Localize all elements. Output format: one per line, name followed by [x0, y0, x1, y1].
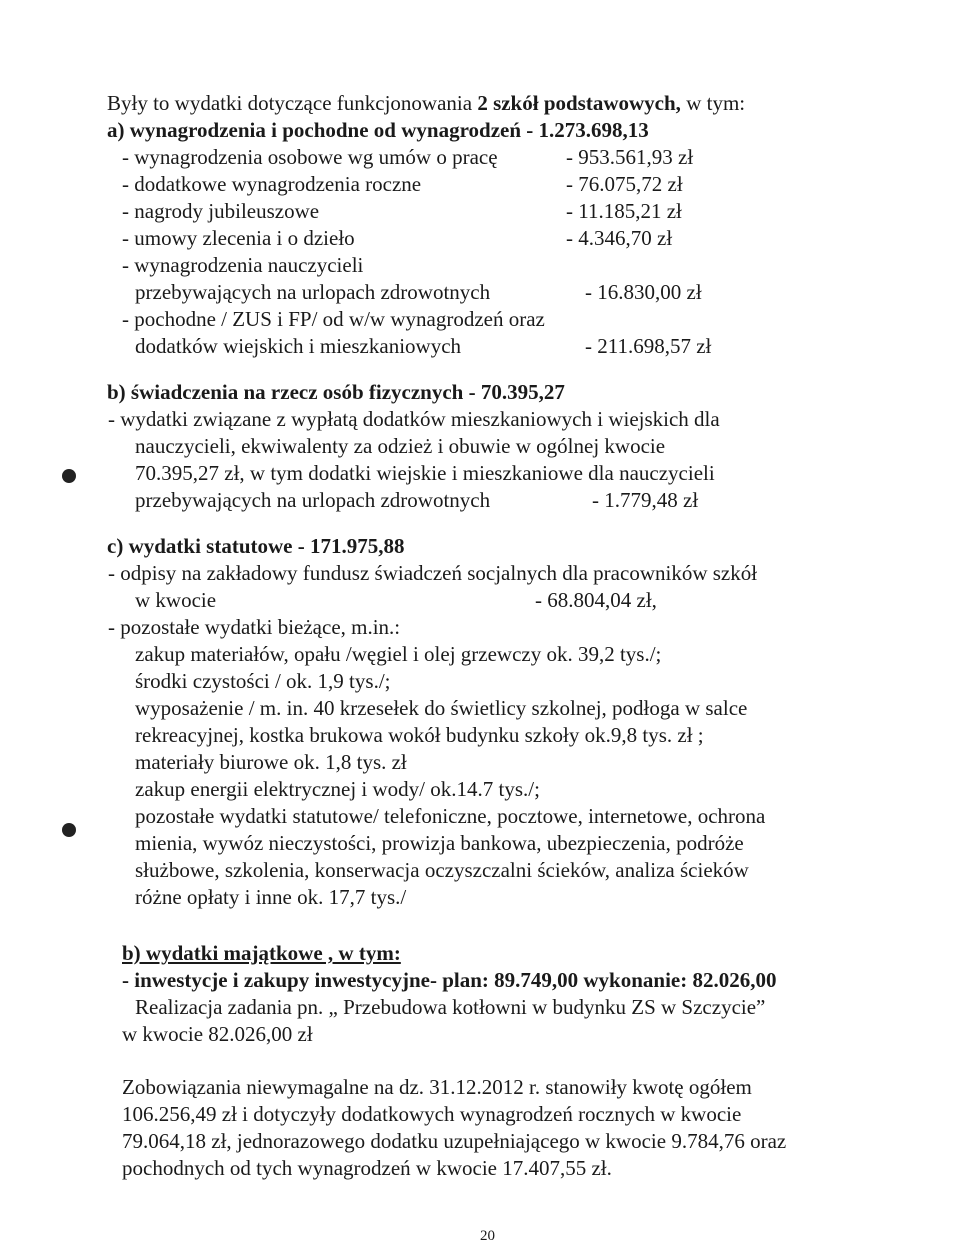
- section-b-last-label: przebywających na urlopach zdrowotnych: [135, 488, 491, 512]
- section-a-item-amount: - 211.698,57 zł: [585, 334, 712, 358]
- section-c-line: środki czystości / ok. 1,9 tys./;: [135, 669, 391, 693]
- section-a-heading-amount: - 1.273.698,13: [526, 118, 649, 142]
- section-a-heading: [107, 118, 649, 142]
- section-a-item-amount: - 953.561,93 zł: [566, 145, 694, 169]
- obligations-line: Zobowiązania niewymagalne na dz. 31.12.2012 r. stanowiły kwotę ogółem: [122, 1075, 752, 1099]
- section-c-item1-line1: - odpisy na zakładowy fundusz świadczeń socjalnych dla pracowników szkół: [108, 561, 758, 585]
- section-c-line: rekreacyjnej, kostka brukowa wokół budynku szkoły ok.9,8 tys. zł ;: [135, 723, 704, 747]
- section-a-item-amount: - 76.075,72 zł: [566, 172, 683, 196]
- section-a-item: - umowy zlecenia i o dzieło: [122, 226, 355, 250]
- section-a-item: - dodatkowe wynagrodzenia roczne: [122, 172, 422, 196]
- punch-hole-dot: [62, 823, 76, 837]
- section-a-item-amount: - 4.346,70 zł: [566, 226, 673, 250]
- section-c-line: wyposażenie / m. in. 40 krzesełek do świetlicy szkolnej, podłoga w salce: [135, 696, 748, 720]
- section-b-line: nauczycieli, ekwiwalenty za odzież i obuwie w ogólnej kwocie: [135, 434, 666, 458]
- section-c-line: służbowe, szkolenia, konserwacja oczyszczalni ścieków, analiza ścieków: [135, 858, 749, 882]
- section-c-line: zakup materiałów, opału /węgiel i olej grzewczy ok. 39,2 tys./;: [135, 642, 662, 666]
- section-a-item: - wynagrodzenia osobowe wg umów o pracę: [122, 145, 498, 169]
- section-d-heading: b) wydatki majątkowe , w tym:: [122, 941, 401, 965]
- section-a-item: - wynagrodzenia nauczycieli: [122, 253, 364, 277]
- section-c-line: zakup energii elektrycznej i wody/ ok.14.7 tys./;: [135, 777, 540, 801]
- page-number: 20: [480, 1228, 495, 1244]
- section-a-heading-label: a) wynagrodzenia i pochodne od wynagrodzeń: [107, 118, 522, 142]
- section-c-item2-intro: - pozostałe wydatki bieżące, m.in.:: [108, 615, 401, 639]
- section-a-item-amount: - 16.830,00 zł: [585, 280, 702, 304]
- obligations-line: 106.256,49 zł i dotyczyły dodatkowych wynagrodzeń rocznych w kwocie: [122, 1102, 742, 1126]
- section-c-item1-amount: - 68.804,04 zł,: [535, 588, 657, 612]
- intro-prefix: Były to wydatki dotyczące funkcjonowania: [107, 91, 473, 115]
- intro-suffix: w tym:: [686, 91, 746, 115]
- intro-line: [107, 91, 745, 115]
- intro-bold: 2 szkół podstawowych,: [477, 91, 681, 115]
- section-a-item: przebywających na urlopach zdrowotnych: [135, 280, 491, 304]
- section-d-line: Realizacja zadania pn. „ Przebudowa kotłowni w budynku ZS w Szczycie”: [135, 995, 766, 1019]
- section-c-item1-label: w kwocie: [135, 588, 217, 612]
- section-b-heading: b) świadczenia na rzecz osób fizycznych - 70.395,27: [107, 380, 565, 404]
- section-d-bold-line: - inwestycje i zakupy inwestycyjne- plan: 89.749,00 wykonanie: 82.026,00: [122, 968, 777, 992]
- section-c-heading: c) wydatki statutowe - 171.975,88: [107, 534, 405, 558]
- punch-hole-dot: [62, 469, 76, 483]
- obligations-line: pochodnych od tych wynagrodzeń w kwocie 17.407,55 zł.: [122, 1156, 612, 1180]
- section-c-line: materiały biurowe ok. 1,8 tys. zł: [135, 750, 407, 774]
- section-b-line: 70.395,27 zł, w tym dodatki wiejskie i mieszkaniowe dla nauczycieli: [135, 461, 715, 485]
- section-b-line: - wydatki związane z wypłatą dodatków mieszkaniowych i wiejskich dla: [108, 407, 720, 431]
- section-a-item: dodatków wiejskich i mieszkaniowych: [135, 334, 462, 358]
- section-a-item: - nagrody jubileuszowe: [122, 199, 320, 223]
- section-a-item-amount: - 11.185,21 zł: [566, 199, 682, 223]
- section-b-last-amount: - 1.779,48 zł: [592, 488, 699, 512]
- obligations-line: 79.064,18 zł, jednorazowego dodatku uzupełniającego w kwocie 9.784,76 oraz: [122, 1129, 787, 1153]
- section-a-item: - pochodne / ZUS i FP/ od w/w wynagrodzeń oraz: [122, 307, 545, 331]
- section-d-line: w kwocie 82.026,00 zł: [122, 1022, 313, 1046]
- section-c-line: pozostałe wydatki statutowe/ telefoniczne, pocztowe, internetowe, ochrona: [135, 804, 766, 828]
- section-c-line: mienia, wywóz nieczystości, prowizja bankowa, ubezpieczenia, podróże: [135, 831, 744, 855]
- section-c-line: różne opłaty i inne ok. 17,7 tys./: [135, 885, 407, 909]
